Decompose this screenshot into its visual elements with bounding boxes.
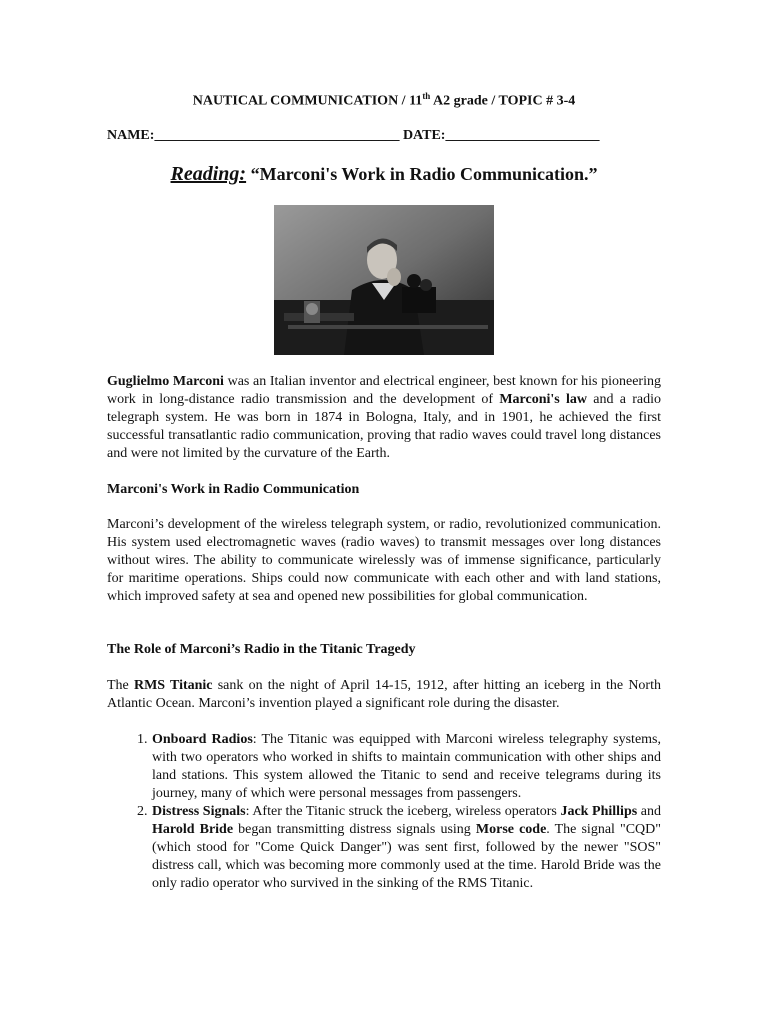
- list-item-text: . The signal "CQD" (which stood for "Come Quick Danger") was sent first, followed by the newer "SOS" distress call, which was becoming more commonly used at the time. Harold Bride was the only radio operator who survived in the sinking of the RMS Titanic.: [152, 822, 661, 891]
- list-item-text: and: [637, 804, 662, 819]
- list-item-text: : The Titanic was equipped with Marconi wireless telegraphy systems, with two operators who worked in shifts to maintain communication with other ships and land stations. This system allowed the Titanic to send and receive telegrams during its journey, many of which were personal messages from passengers.: [152, 732, 661, 801]
- reading-label: Reading:: [170, 163, 247, 185]
- titanic-text-end: sank on the night of April 14-15, 1912, after hitting an iceberg in the North Atlantic Ocean. Marconi’s invention played a significant role during the disaster.: [107, 678, 661, 711]
- list-item-text: began transmitting distress signals using: [233, 822, 476, 837]
- titanic-paragraph: [107, 677, 661, 713]
- reading-title-text: “Marconi's Work in Radio Communication.”: [246, 164, 598, 184]
- jack-phillips: Jack Phillips: [560, 804, 638, 819]
- harold-bride: Harold Bride: [152, 822, 234, 837]
- name-blank[interactable]: ___________________________________: [154, 128, 400, 143]
- onboard-radios-label: Onboard Radios: [152, 732, 253, 747]
- distress-signals-label: Distress Signals: [152, 804, 246, 819]
- rms-titanic: RMS Titanic: [133, 678, 213, 693]
- intro-text: was an Italian inventor and electrical engineer, best known for his pioneering work in long-distance radio transmission and the development of: [107, 374, 661, 407]
- header-text-end: A2 grade / TOPIC # 3-4: [430, 93, 576, 109]
- marconi-portrait-icon: [274, 205, 494, 355]
- intro-text-end: and a radio telegraph system. He was born in 1874 in Bologna, Italy, and in 1901, he achieved the first successful transatlantic radio communication, proving that radio waves could travel long distances and were not limited by the curvature of the Earth.: [107, 392, 661, 461]
- intro-paragraph: [107, 373, 661, 463]
- list-item: [151, 731, 661, 803]
- list-item-text: : After the Titanic struck the iceberg, wireless operators: [245, 804, 561, 819]
- page-header: [0, 91, 768, 110]
- header-superscript: th: [422, 91, 431, 101]
- header-text: NAUTICAL COMMUNICATION / 11: [192, 93, 423, 109]
- list-item: [151, 803, 661, 893]
- titanic-list: [107, 731, 661, 893]
- date-label: DATE:: [399, 128, 446, 143]
- marconi-name: Guglielmo Marconi: [107, 374, 224, 389]
- date-blank[interactable]: ______________________: [445, 128, 600, 143]
- name-date-row: [107, 128, 599, 144]
- marconis-law: Marconi's law: [499, 392, 587, 407]
- work-paragraph: Marconi’s development of the wireless telegraph system, or radio, revolutionized communication. His system used electromagnetic waves (radio waves) to transmit messages over long distances without wires. The ability to communicate wirelessly was of immense significance, particularly for maritime operations. Ships could now communicate with each other and with land stations, which improved safety at sea and opened new possibilities for global communication.: [107, 517, 661, 604]
- section-heading-titanic: The Role of Marconi’s Radio in the Titanic Tragedy: [107, 642, 416, 657]
- reading-title: [0, 163, 768, 186]
- name-label: NAME:: [107, 128, 155, 143]
- section-heading-work: Marconi's Work in Radio Communication: [107, 482, 360, 497]
- titanic-text: The: [107, 678, 134, 693]
- morse-code: Morse code: [475, 822, 547, 837]
